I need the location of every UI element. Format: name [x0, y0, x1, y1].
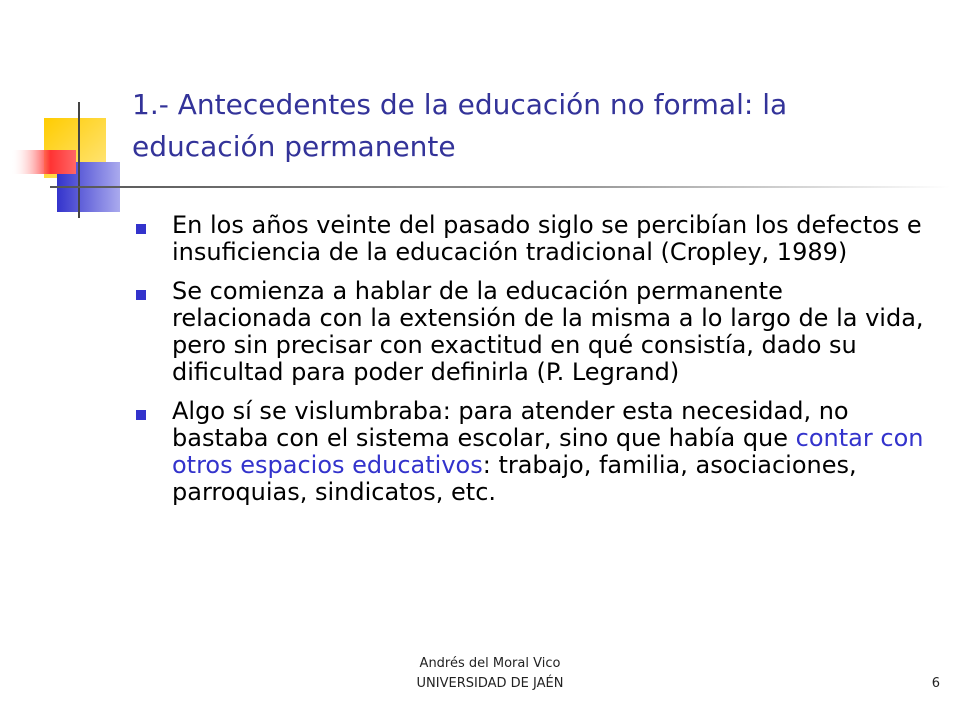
footer-author: Andrés del Moral Vico [419, 656, 561, 671]
deco-red-bar [12, 150, 76, 174]
bullet-text: Se comienza a hablar de la educación permanente relacionada con la extensión de la misma a lo largo de la vida, pero sin precisar con exactitud en qué consistía, dado su dificultad para poder definirla (P. Legrand) [172, 277, 924, 386]
square-bullet-icon [136, 290, 146, 300]
bullet-text-before: Algo sí se vislumbraba: para atender esta necesidad, no bastaba con el sistema escolar, sino que había que [172, 397, 849, 452]
deco-vertical-line [78, 102, 80, 218]
bullet-list [130, 212, 930, 518]
bullet-item [130, 212, 930, 266]
slide-number: 6 [931, 676, 940, 691]
slide-title: 1.- Antecedentes de la educación no formal: la educación permanente [132, 88, 788, 163]
square-bullet-icon [136, 224, 146, 234]
footer-institution: UNIVERSIDAD DE JAÉN [416, 676, 564, 691]
bullet-highlight: contar con otros espacios educativos [172, 424, 924, 479]
footer [390, 654, 590, 694]
square-bullet-icon [136, 410, 146, 420]
bullet-item [130, 278, 930, 386]
bullet-text: En los años veinte del pasado siglo se percibían los defectos e insuficiencia de la educación tradicional (Cropley, 1989) [172, 211, 922, 266]
bullet-item [130, 398, 930, 506]
deco-horizontal-line [50, 186, 950, 188]
bullet-text-after: : trabajo, familia, asociaciones, parroquias, sindicatos, etc. [172, 451, 857, 506]
